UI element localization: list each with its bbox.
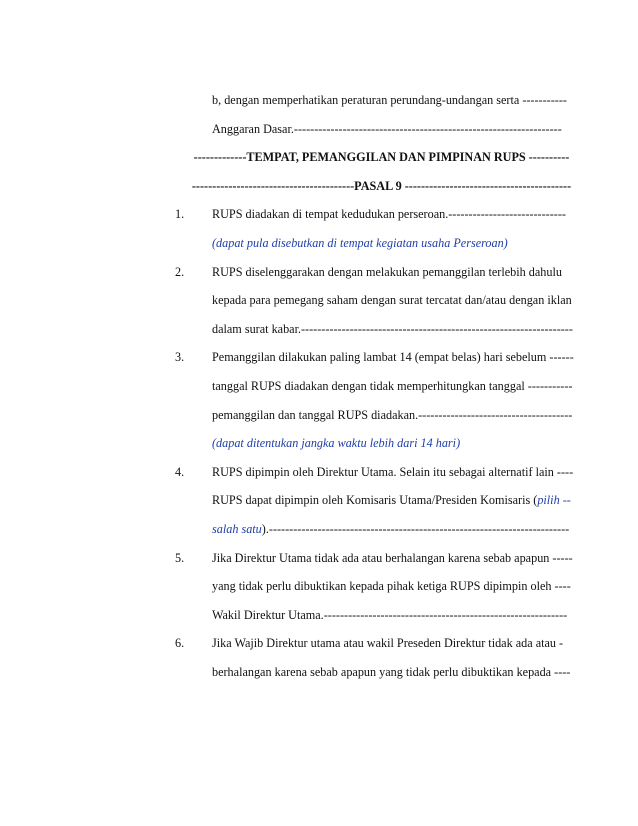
italic-note: (dapat pula disebutkan di tempat kegiatan usaha Perseroan)	[212, 235, 508, 250]
item-text: RUPS diselenggarakan dengan melakukan pemanggilan terlebih dahulu	[212, 264, 562, 279]
document-body	[175, 86, 588, 686]
list-item	[175, 258, 588, 287]
text-line: Wakil Direktur Utama.------------------------------------------------------------	[212, 607, 568, 622]
line-text: ).--------------------------------------------------------------------------	[261, 521, 570, 536]
item-number: 1.	[175, 207, 185, 222]
item-text: RUPS diadakan di tempat kedudukan perseroan.-----------------------------	[212, 207, 566, 222]
text-line: berhalangan karena sebab apapun yang tidak perlu dibuktikan kepada ----	[212, 664, 571, 679]
text-line	[175, 486, 588, 515]
text-line	[175, 515, 588, 544]
text-line: tanggal RUPS diadakan dengan tidak memperhitungkan tanggal -----------	[212, 378, 573, 393]
list-item	[175, 343, 588, 372]
section-heading: -------------TEMPAT, PEMANGGILAN DAN PIMPINAN RUPS ----------	[193, 150, 570, 165]
item-number: 5.	[175, 550, 185, 565]
text-line: yang tidak perlu dibuktikan kepada pihak ketiga RUPS dipimpin oleh ----	[212, 579, 571, 594]
article-heading: ----------------------------------------PASAL 9 -----------------------------------------	[191, 178, 572, 193]
item-text: Jika Wajib Direktur utama atau wakil Preseden Direktur tidak ada atau -	[212, 636, 564, 651]
text-line: dalam surat kabar.-------------------------------------------------------------------	[212, 321, 573, 336]
list-item	[175, 629, 588, 658]
text-line: kepada para pemegang saham dengan surat tercatat dan/atau dengan iklan	[212, 293, 572, 308]
note-line	[175, 429, 588, 458]
list-item	[175, 200, 588, 229]
text-line: Anggaran Dasar.------------------------------------------------------------------	[212, 121, 562, 136]
text-line: b, dengan memperhatikan peraturan perundang-undangan serta -----------	[212, 93, 567, 107]
item-text: RUPS dipimpin oleh Direktur Utama. Selain itu sebagai alternatif lain ----	[212, 464, 574, 479]
list-item	[175, 458, 588, 487]
item-text: Jika Direktur Utama tidak ada atau berhalangan karena sebab apapun -----	[212, 550, 573, 565]
item-number: 4.	[175, 464, 185, 479]
italic-note: pilih --	[537, 493, 571, 508]
text-line: pemanggilan dan tanggal RUPS diadakan.--------------------------------------	[212, 407, 573, 422]
line-text: RUPS dapat dipimpin oleh Komisaris Utama/Presiden Komisaris (	[212, 493, 538, 508]
item-number: 3.	[175, 350, 185, 365]
list-item	[175, 544, 588, 573]
italic-note: (dapat ditentukan jangka waktu lebih dari 14 hari)	[212, 436, 461, 451]
item-number: 6.	[175, 636, 185, 651]
item-number: 2.	[175, 264, 185, 279]
italic-note: salah satu	[212, 521, 262, 536]
note-line	[175, 229, 588, 258]
item-text: Pemanggilan dilakukan paling lambat 14 (empat belas) hari sebelum ------	[212, 350, 574, 365]
